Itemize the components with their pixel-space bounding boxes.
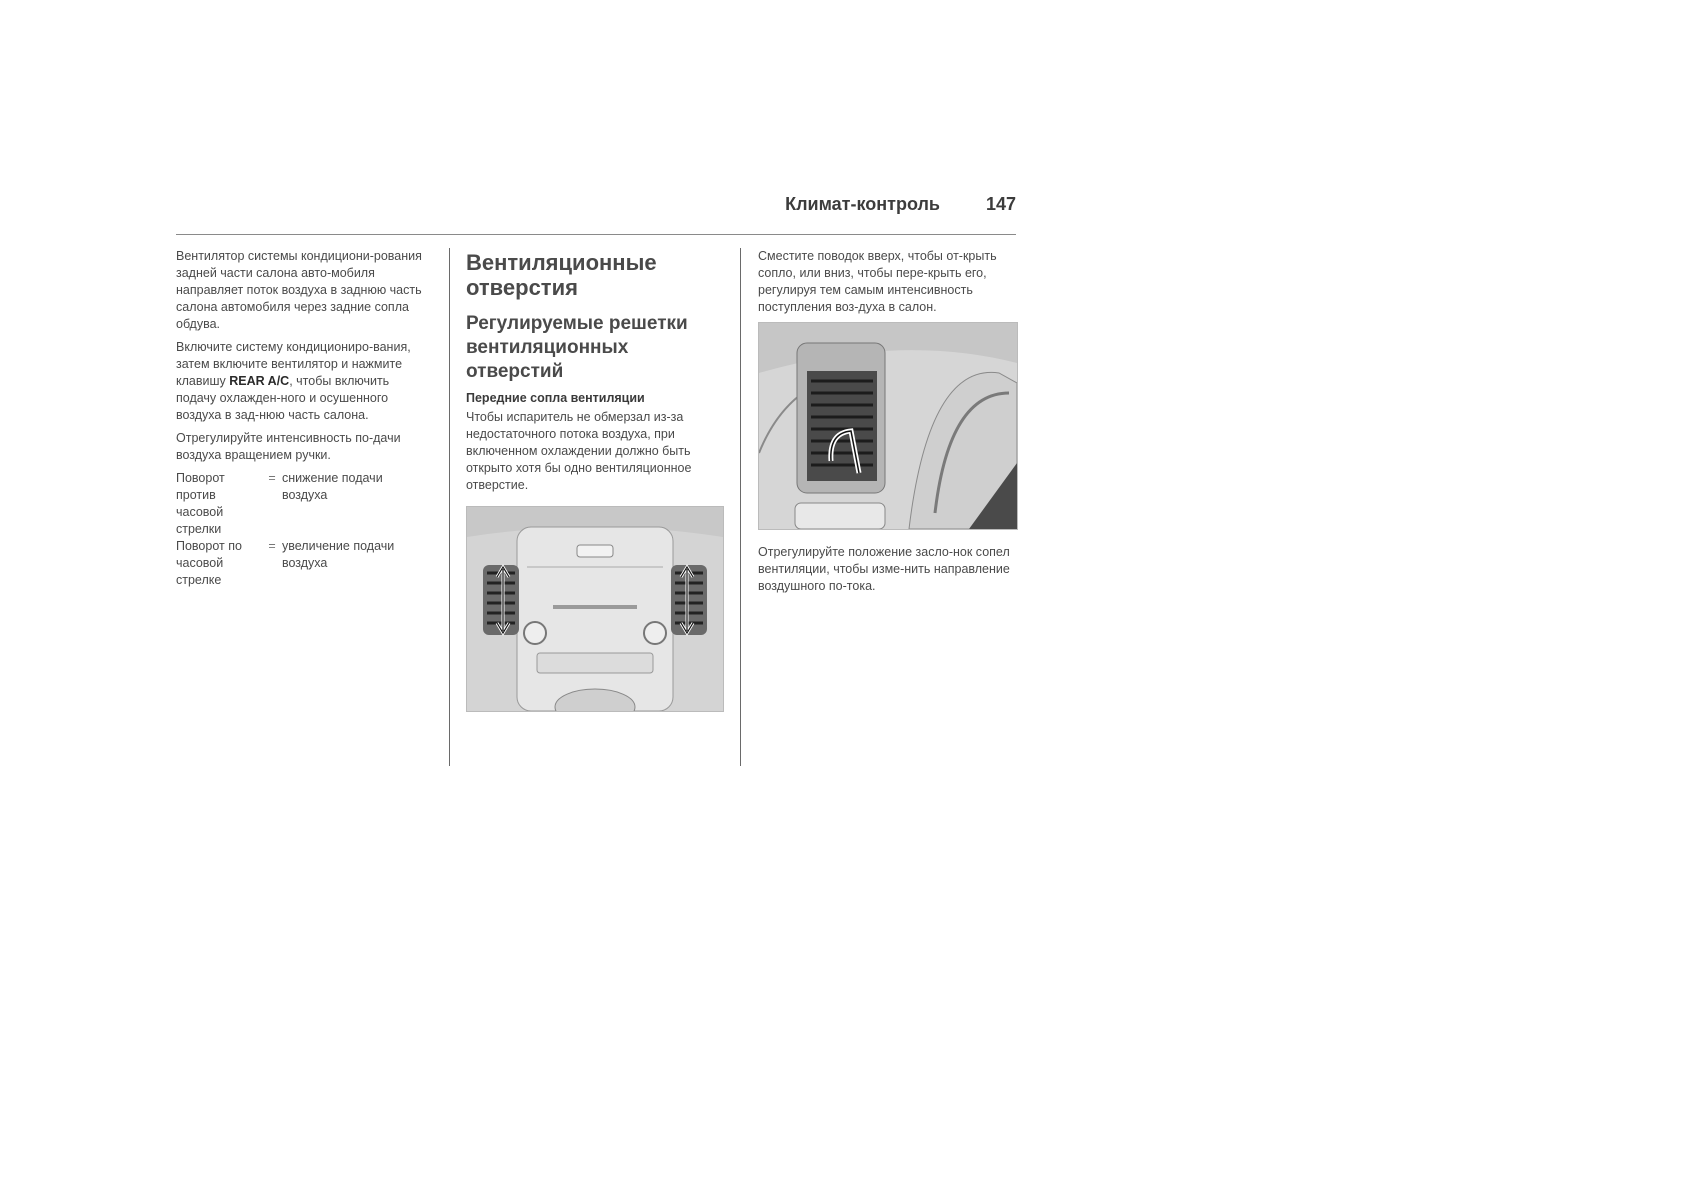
paragraph: Вентилятор системы кондициони-рования задней части салона авто-мобиля направляет поток воздуха в заднюю часть салона автомобиля через задние сопла обдува. <box>176 249 422 331</box>
definition: снижение подачи воздуха <box>282 471 383 502</box>
right-vent <box>671 565 707 635</box>
equals-sign: = <box>268 539 276 553</box>
left-vent <box>483 565 519 635</box>
dashboard-vents-illustration <box>466 506 724 712</box>
paragraph: Отрегулируйте положение засло-нок сопел вентиляции, чтобы изме-нить направление воздушного по-тока. <box>758 545 1010 593</box>
paragraph: Сместите поводок вверх, чтобы от-крыть сопло, или вниз, чтобы пере-крыть его, регулируя тем самым интенсивность поступления воз-духа в салон. <box>758 249 997 314</box>
term: Поворот по часовой стрелке <box>176 539 242 587</box>
equals-sign: = <box>268 471 276 485</box>
column-middle <box>466 248 724 712</box>
paragraph: Включите систему кондициониро-вания, затем включите вентилятор и нажмите клавишу REAR A/C, чтобы включить подачу охлажден-ного и осушенного воздуха в зад-нюю часть салона. <box>176 340 411 422</box>
column-right <box>758 248 1016 601</box>
definition: увеличение подачи воздуха <box>282 539 395 570</box>
column-divider <box>740 248 741 766</box>
definition-table <box>176 470 431 589</box>
column-divider <box>449 248 450 766</box>
paragraph: Отрегулируйте интенсивность по-дачи воздуха вращением ручки. <box>176 431 401 462</box>
column-left <box>176 248 431 589</box>
key-label: REAR A/C <box>229 374 290 388</box>
heading-minor: Передние сопла вентиляции <box>466 391 645 405</box>
section-title: Климат-контроль <box>785 194 940 214</box>
page-number: 147 <box>985 194 1016 214</box>
heading-sub: Регулируемые решетки вентиляционных отверстий <box>466 313 688 382</box>
term: Поворот против часовой стрелки <box>176 471 225 536</box>
paragraph: Чтобы испаритель не обмерзал из-за недостаточного потока воздуха, при включенном охлаждении должно быть открыто хотя бы одно вентиляционное отверстие. <box>466 410 692 492</box>
page-header <box>176 190 1016 235</box>
side-vent-illustration <box>758 322 1018 530</box>
heading-main: Вентиляционные отверстия <box>466 250 657 300</box>
